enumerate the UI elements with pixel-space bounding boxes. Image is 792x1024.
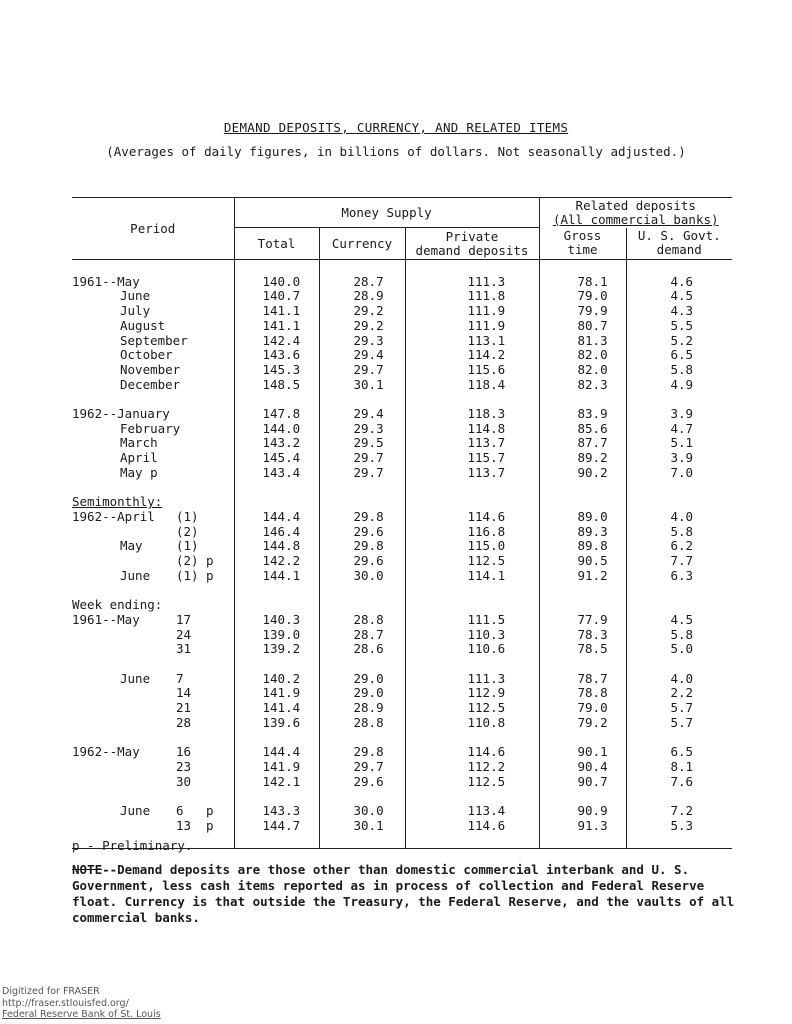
period-label: August	[120, 317, 166, 333]
cell-currency: 30.1	[319, 378, 405, 393]
cell-govt-demand: 5.8	[626, 525, 732, 540]
period-mark: p	[206, 567, 214, 583]
cell-private: 113.7	[405, 436, 539, 451]
header-gov-line1: U. S. Govt.	[637, 228, 721, 244]
cell-gross-time: 81.3	[539, 334, 626, 349]
cell-total: 140.2	[234, 672, 319, 687]
period-sub: 30	[176, 773, 192, 789]
table-row	[72, 686, 732, 701]
cell-gross-time: 78.3	[539, 628, 626, 643]
cell-total: 144.8	[234, 539, 319, 554]
section-spacer	[72, 481, 732, 496]
cell-total: 147.8	[234, 407, 319, 422]
cell-currency: 29.6	[319, 525, 405, 540]
cell-total: 141.9	[234, 686, 319, 701]
cell-private: 118.4	[405, 378, 539, 393]
cell-gross-time: 89.3	[539, 525, 626, 540]
period-sub: 17	[176, 611, 192, 627]
cell-gross-time: 90.2	[539, 466, 626, 481]
cell-private: 110.3	[405, 628, 539, 643]
cell-private: 113.7	[405, 466, 539, 481]
cell-gross-time: 82.3	[539, 378, 626, 393]
cell-period	[72, 642, 234, 657]
cell-gross-time: 83.9	[539, 407, 626, 422]
cell-currency: 29.8	[319, 539, 405, 554]
header-related-line2: (All commercial banks)	[552, 211, 719, 227]
table-row	[72, 466, 732, 481]
cell-private: 114.6	[405, 745, 539, 760]
cell-currency: 28.9	[319, 289, 405, 304]
section-heading: Semimonthly:	[72, 494, 163, 510]
table-body	[72, 260, 732, 849]
cell-gross-time: 78.7	[539, 672, 626, 687]
table-header	[72, 198, 732, 260]
cell-total: 139.6	[234, 716, 319, 731]
cell-period	[72, 686, 234, 701]
section-spacer	[72, 657, 732, 672]
cell-period	[72, 716, 234, 731]
cell-currency: 29.4	[319, 348, 405, 363]
cell-govt-demand: 5.1	[626, 436, 732, 451]
cell-private: 113.1	[405, 334, 539, 349]
cell-period	[72, 422, 234, 437]
cell-gross-time: 90.4	[539, 760, 626, 775]
cell-total: 146.4	[234, 525, 319, 540]
table-row	[72, 569, 732, 584]
cell-period	[72, 436, 234, 451]
period-sub: (2)	[176, 553, 199, 569]
cell-private: 111.5	[405, 613, 539, 628]
cell-period	[72, 569, 234, 584]
cell-private: 112.5	[405, 554, 539, 569]
cell-period	[72, 554, 234, 569]
cell-govt-demand: 7.0	[626, 466, 732, 481]
cell-govt-demand: 4.7	[626, 422, 732, 437]
period-label: September	[120, 332, 188, 348]
table-row	[72, 701, 732, 716]
cell-currency: 29.5	[319, 436, 405, 451]
table-row	[72, 642, 732, 657]
period-label: April	[120, 450, 158, 466]
cell-currency: 30.1	[319, 819, 405, 834]
cell-period	[72, 672, 234, 687]
cell-period	[72, 348, 234, 363]
cell-private: 110.6	[405, 642, 539, 657]
cell-gross-time: 78.5	[539, 642, 626, 657]
cell-total: 144.7	[234, 819, 319, 834]
cell-private: 112.5	[405, 701, 539, 716]
header-related-line1: Related deposits	[575, 197, 696, 213]
period-sub: 13	[176, 817, 192, 833]
cell-private: 118.3	[405, 407, 539, 422]
cell-private: 114.6	[405, 510, 539, 525]
period-sub: 7	[176, 670, 184, 686]
period-label: June	[120, 802, 151, 818]
cell-currency: 29.7	[319, 760, 405, 775]
cell-private: 112.2	[405, 760, 539, 775]
cell-gross-time: 89.2	[539, 451, 626, 466]
cell-private: 112.5	[405, 775, 539, 790]
header-private-line1: Private	[445, 228, 499, 244]
table-row	[72, 628, 732, 643]
table-row	[72, 348, 732, 363]
cell-private: 114.6	[405, 819, 539, 834]
cell-total: 142.1	[234, 775, 319, 790]
cell-currency: 29.0	[319, 686, 405, 701]
cell-private: 115.7	[405, 451, 539, 466]
period-label: June	[120, 670, 151, 686]
cell-govt-demand: 4.0	[626, 672, 732, 687]
cell-period	[72, 407, 234, 422]
cell-currency: 28.8	[319, 716, 405, 731]
table-row	[72, 525, 732, 540]
cell-currency: 28.8	[319, 613, 405, 628]
cell-govt-demand: 5.3	[626, 819, 732, 834]
cell-period	[72, 289, 234, 304]
cell-total: 142.4	[234, 334, 319, 349]
cell-private: 111.9	[405, 304, 539, 319]
table-row	[72, 334, 732, 349]
cell-period	[72, 525, 234, 540]
cell-total: 141.4	[234, 701, 319, 716]
data-table	[72, 197, 732, 849]
cell-govt-demand: 4.6	[626, 275, 732, 290]
cell-govt-demand: 5.8	[626, 363, 732, 378]
cell-period	[72, 451, 234, 466]
cell-govt-demand: 5.7	[626, 716, 732, 731]
cell-gross-time: 78.8	[539, 686, 626, 701]
header-total: Total	[234, 228, 319, 260]
header-gross-line1: Gross	[563, 228, 602, 244]
table-row	[72, 745, 732, 760]
period-mark: p	[206, 817, 214, 833]
cell-total: 143.6	[234, 348, 319, 363]
header-gov	[626, 228, 732, 260]
cell-gross-time: 79.0	[539, 701, 626, 716]
cell-gross-time: 89.0	[539, 510, 626, 525]
table-row	[72, 422, 732, 437]
table-row	[72, 304, 732, 319]
period-mark: p	[206, 802, 214, 818]
cell-govt-demand: 6.3	[626, 569, 732, 584]
period-sub: 16	[176, 744, 192, 760]
cell-total: 144.0	[234, 422, 319, 437]
cell-govt-demand: 7.6	[626, 775, 732, 790]
period-sub: 21	[176, 700, 192, 716]
cell-currency: 30.0	[319, 804, 405, 819]
cell-currency: 29.6	[319, 775, 405, 790]
cell-gross-time: 82.0	[539, 363, 626, 378]
cell-currency: 29.4	[319, 407, 405, 422]
table-row	[72, 716, 732, 731]
cell-period	[72, 304, 234, 319]
period-label: October	[120, 347, 173, 363]
fraser-link[interactable]: http://fraser.stlouisfed.org/	[2, 997, 129, 1009]
cell-gross-time: 82.0	[539, 348, 626, 363]
cell-govt-demand: 3.9	[626, 407, 732, 422]
cell-govt-demand: 5.7	[626, 701, 732, 716]
cell-private: 111.8	[405, 289, 539, 304]
cell-govt-demand: 5.5	[626, 319, 732, 334]
header-private	[405, 228, 539, 260]
cell-private: 114.2	[405, 348, 539, 363]
cell-total: 140.0	[234, 275, 319, 290]
period-year: 1962--April	[72, 508, 155, 524]
period-year: 1962--January	[72, 406, 170, 421]
cell-total: 139.2	[234, 642, 319, 657]
table-row	[72, 539, 732, 554]
cell-govt-demand: 4.3	[626, 304, 732, 319]
cell-govt-demand: 6.5	[626, 348, 732, 363]
period-label: February	[120, 420, 181, 436]
period-year: 1961--May	[72, 611, 140, 627]
cell-private: 114.8	[405, 422, 539, 437]
cell-govt-demand: 7.2	[626, 804, 732, 819]
period-mark: p	[206, 553, 214, 569]
cell-private: 111.3	[405, 672, 539, 687]
cell-total: 141.1	[234, 304, 319, 319]
cell-period	[72, 539, 234, 554]
fraser-line3: Federal Reserve Bank of St. Louis	[2, 1009, 161, 1020]
section-spacer	[72, 260, 732, 275]
cell-gross-time: 90.7	[539, 775, 626, 790]
cell-govt-demand: 4.5	[626, 289, 732, 304]
period-label: June	[120, 288, 151, 304]
cell-currency: 30.0	[319, 569, 405, 584]
cell-total: 143.3	[234, 804, 319, 819]
table-row	[72, 275, 732, 290]
fraser-line1: Digitized for FRASER	[2, 986, 100, 997]
cell-govt-demand: 4.5	[626, 613, 732, 628]
cell-period	[72, 378, 234, 393]
footnote-preliminary: p - Preliminary.	[72, 838, 193, 853]
table-row	[72, 319, 732, 334]
cell-period	[72, 613, 234, 628]
period-label: November	[120, 361, 181, 377]
cell-govt-demand: 5.2	[626, 334, 732, 349]
cell-govt-demand: 6.2	[626, 539, 732, 554]
cell-govt-demand: 3.9	[626, 451, 732, 466]
header-gross	[539, 228, 626, 260]
table-row	[72, 804, 732, 819]
cell-gross-time: 90.1	[539, 745, 626, 760]
period-sub: 28	[176, 714, 192, 730]
period-label: May p	[120, 464, 158, 480]
cell-period	[72, 804, 234, 819]
cell-govt-demand: 7.7	[626, 554, 732, 569]
cell-period	[72, 760, 234, 775]
cell-period	[72, 275, 234, 290]
section-heading-row	[72, 495, 732, 510]
cell-period	[72, 363, 234, 378]
cell-period	[72, 334, 234, 349]
header-gov-line2: demand	[656, 242, 702, 258]
cell-currency: 29.3	[319, 422, 405, 437]
cell-period	[72, 510, 234, 525]
period-label: June	[120, 567, 151, 583]
cell-period	[72, 628, 234, 643]
cell-total: 145.3	[234, 363, 319, 378]
period-sub: 6	[176, 802, 184, 818]
cell-gross-time: 89.8	[539, 539, 626, 554]
period-year: 1962--May	[72, 744, 140, 760]
header-currency: Currency	[319, 228, 405, 260]
cell-govt-demand: 4.0	[626, 510, 732, 525]
cell-currency: 29.3	[319, 334, 405, 349]
fraser-credit	[2, 986, 161, 1021]
header-period: Period	[72, 198, 234, 260]
page-subtitle: (Averages of daily figures, in billions of dollars. Not seasonally adjusted.)	[106, 144, 686, 159]
section-spacer	[72, 789, 732, 804]
period-sub: 23	[176, 758, 192, 774]
cell-period	[72, 775, 234, 790]
cell-total: 141.9	[234, 760, 319, 775]
cell-currency: 29.7	[319, 363, 405, 378]
cell-currency: 29.8	[319, 510, 405, 525]
cell-gross-time: 91.3	[539, 819, 626, 834]
cell-currency: 28.7	[319, 628, 405, 643]
cell-govt-demand: 5.8	[626, 628, 732, 643]
cell-currency: 28.7	[319, 275, 405, 290]
note-paragraph	[72, 862, 752, 926]
section-spacer	[72, 392, 732, 407]
cell-period	[72, 319, 234, 334]
cell-currency: 29.0	[319, 672, 405, 687]
note-text: --Demand deposits are those other than domestic commercial interbank and U. S. Government, less cash items reported as in process of collection and Federal Reserve float. Currency is that outside the Treasury, the Federal Reserve, and the vaults of all commercial banks.	[72, 862, 735, 925]
cell-total: 145.4	[234, 451, 319, 466]
period-sub: (1)	[176, 508, 199, 524]
period-label: March	[120, 435, 158, 451]
cell-period	[72, 745, 234, 760]
header-related-deposits	[539, 198, 732, 228]
period-sub: (2)	[176, 523, 199, 539]
cell-period	[72, 701, 234, 716]
table-row	[72, 451, 732, 466]
period-sub: 24	[176, 626, 192, 642]
cell-gross-time: 79.2	[539, 716, 626, 731]
note-label: NOTE	[72, 862, 103, 877]
cell-total: 142.2	[234, 554, 319, 569]
cell-private: 115.0	[405, 539, 539, 554]
cell-total: 140.3	[234, 613, 319, 628]
cell-gross-time: 87.7	[539, 436, 626, 451]
period-year: 1961--May	[72, 273, 140, 289]
cell-period	[72, 819, 234, 834]
cell-gross-time: 90.5	[539, 554, 626, 569]
section-spacer	[72, 583, 732, 598]
section-heading-row	[72, 598, 732, 613]
table-row	[72, 554, 732, 569]
cell-govt-demand: 6.5	[626, 745, 732, 760]
cell-gross-time: 79.0	[539, 289, 626, 304]
cell-total: 143.4	[234, 466, 319, 481]
header-gross-line2: time	[567, 242, 598, 258]
cell-currency: 29.7	[319, 451, 405, 466]
header-private-line2: demand deposits	[415, 242, 529, 258]
cell-private: 116.8	[405, 525, 539, 540]
table-row	[72, 672, 732, 687]
header-money-supply: Money Supply	[234, 198, 539, 228]
cell-govt-demand: 2.2	[626, 686, 732, 701]
page-title: DEMAND DEPOSITS, CURRENCY, AND RELATED ITEMS	[223, 120, 569, 135]
table-row	[72, 760, 732, 775]
cell-govt-demand: 5.0	[626, 642, 732, 657]
cell-private: 111.9	[405, 319, 539, 334]
table-row	[72, 510, 732, 525]
table-row	[72, 819, 732, 834]
period-label: July	[120, 303, 151, 319]
cell-private: 110.8	[405, 716, 539, 731]
cell-total: 140.7	[234, 289, 319, 304]
cell-private: 113.4	[405, 804, 539, 819]
cell-gross-time: 91.2	[539, 569, 626, 584]
cell-currency: 28.9	[319, 701, 405, 716]
cell-currency: 29.8	[319, 745, 405, 760]
section-heading: Week ending:	[72, 597, 163, 613]
table-row	[72, 775, 732, 790]
period-label: December	[120, 376, 181, 392]
cell-gross-time: 90.9	[539, 804, 626, 819]
cell-period	[72, 466, 234, 481]
cell-total: 141.1	[234, 319, 319, 334]
section-spacer	[72, 730, 732, 745]
cell-gross-time: 79.9	[539, 304, 626, 319]
table-row	[72, 378, 732, 393]
period-sub: (1)	[176, 567, 199, 583]
cell-gross-time: 77.9	[539, 613, 626, 628]
period-label: May	[120, 538, 143, 554]
table-row	[72, 407, 732, 422]
cell-currency: 29.7	[319, 466, 405, 481]
cell-total: 144.4	[234, 745, 319, 760]
cell-gross-time: 85.6	[539, 422, 626, 437]
period-sub: 14	[176, 685, 192, 701]
cell-currency: 29.2	[319, 304, 405, 319]
cell-govt-demand: 8.1	[626, 760, 732, 775]
cell-total: 144.1	[234, 569, 319, 584]
table-row	[72, 363, 732, 378]
cell-gross-time: 80.7	[539, 319, 626, 334]
cell-total: 139.0	[234, 628, 319, 643]
cell-private: 114.1	[405, 569, 539, 584]
table-row	[72, 613, 732, 628]
table-row	[72, 436, 732, 451]
cell-currency: 28.6	[319, 642, 405, 657]
period-sub: (1)	[176, 538, 199, 554]
cell-total: 144.4	[234, 510, 319, 525]
cell-private: 115.6	[405, 363, 539, 378]
cell-currency: 29.6	[319, 554, 405, 569]
cell-private: 112.9	[405, 686, 539, 701]
cell-currency: 29.2	[319, 319, 405, 334]
cell-gross-time: 78.1	[539, 275, 626, 290]
table-row	[72, 289, 732, 304]
cell-govt-demand: 4.9	[626, 378, 732, 393]
cell-total: 148.5	[234, 378, 319, 393]
cell-total: 143.2	[234, 436, 319, 451]
period-sub: 31	[176, 641, 192, 657]
cell-private: 111.3	[405, 275, 539, 290]
